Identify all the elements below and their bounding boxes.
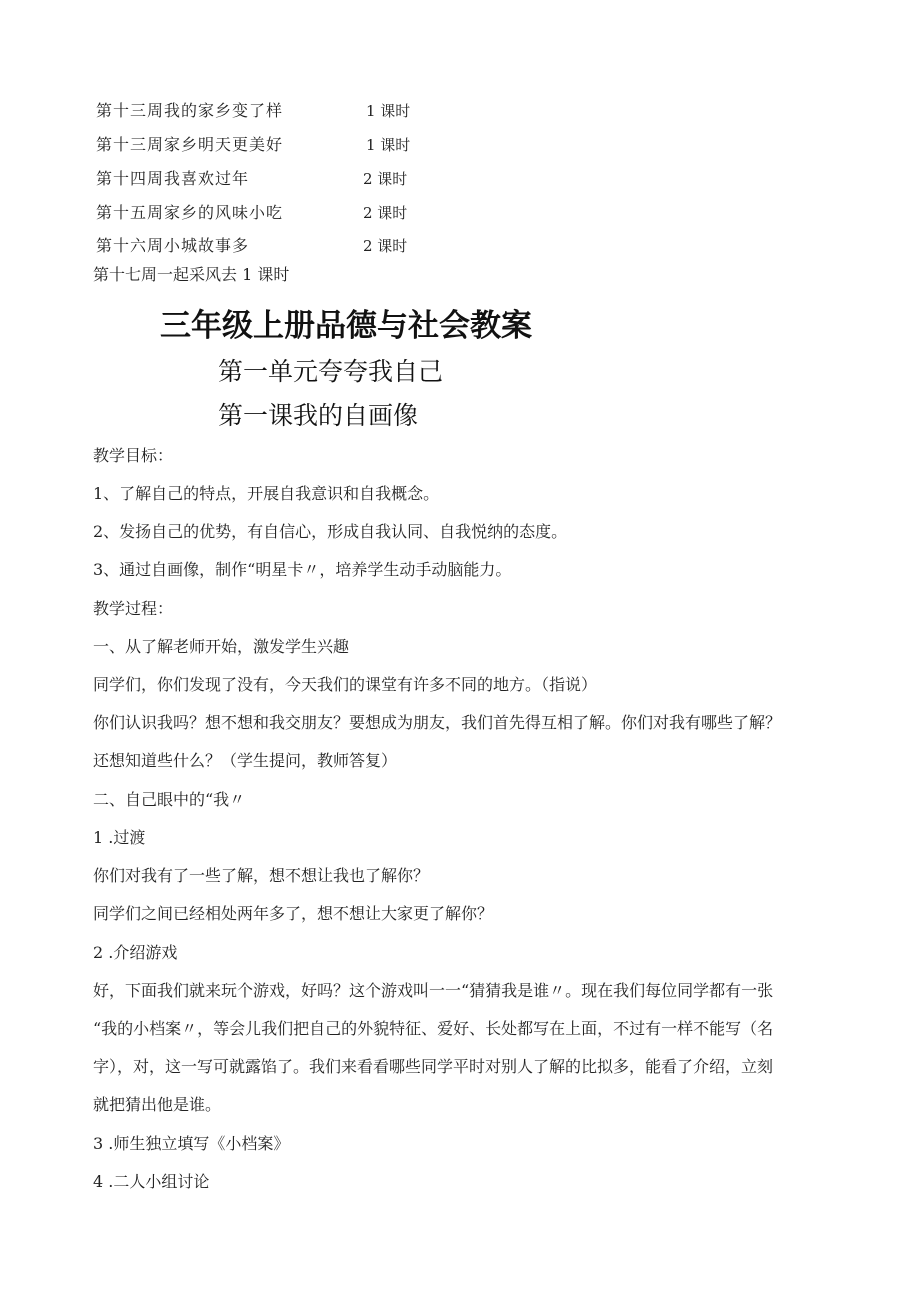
schedule-row [96,200,496,226]
schedule-hours: 2 课时 [363,204,408,222]
process-step-heading: 二、自己眼中的“我〃 [93,790,246,809]
section-heading-objectives: 教学目标： [93,446,174,465]
sub-step-heading: 1 .过渡 [93,828,146,847]
paragraph-line: 就把猜出他是谁。 [93,1095,222,1114]
paragraph-line: 还想知道些什么？（学生提问，教师答复） [93,751,398,770]
objective-item: 2、发扬自己的优势，有自信心，形成自我认同、自我悦纳的态度。 [93,522,568,541]
paragraph-line: 你们对我有了一些了解，想不想让我也了解你？ [93,866,430,885]
schedule-hours: 2 课时 [363,170,408,188]
paragraph-line: 同学们，你们发现了没有，今天我们的课堂有许多不同的地方。（指说） [93,675,598,694]
schedule-week-title: 第十五周家乡的风味小吃 [96,203,284,222]
paragraph-line: “我的小档案〃，等会儿我们把自己的外貌特征、爱好、长处都写在上面，不过有一样不能写（名 [93,1019,774,1038]
document-title: 三年级上册品德与社会教案 [160,308,532,344]
paragraph-line: 同学们之间已经相处两年多了，想不想让大家更了解你？ [93,904,494,923]
sub-step-heading: 3 .师生独立填写《小档案》 [93,1134,290,1153]
schedule-row [96,132,496,158]
paragraph-line: 字），对，这一写可就露馅了。我们来看看哪些同学平时对别人了解的比拟多，能看了介绍，立刻 [93,1057,774,1076]
lesson-title: 第一课我的自画像 [218,401,419,430]
schedule-hours: 2 课时 [363,237,408,255]
paragraph-line: 你们认识我吗？想不想和我交朋友？要想成为朋友，我们首先得互相了解。你们对我有哪些了解？ [93,713,782,732]
schedule-week-title: 第十四周我喜欢过年 [96,169,250,188]
schedule-week-title: 第十三周家乡明天更美好 [96,135,284,154]
sub-step-heading: 4 .二人小组讨论 [93,1172,210,1191]
schedule-hours: 1 课时 [366,136,411,154]
process-step-heading: 一、从了解老师开始，激发学生兴趣 [93,637,350,656]
schedule-week-title: 第十三周我的家乡变了样 [96,101,284,120]
paragraph-line: 好，下面我们就来玩个游戏，好吗？这个游戏叫一一“猜猜我是谁〃。现在我们每位同学都有一张 [93,981,774,1000]
schedule-row-last: 第十七周一起采风去 1 课时 [93,265,290,284]
schedule-week-title: 第十六周小城故事多 [96,236,250,255]
unit-title: 第一单元夸夸我自己 [218,357,444,386]
schedule-row [96,233,496,259]
schedule-hours: 1 课时 [366,102,411,120]
section-heading-process: 教学过程： [93,599,174,618]
sub-step-heading: 2 .介绍游戏 [93,943,178,962]
schedule-row [96,98,496,124]
objective-item: 1、了解自己的特点，开展自我意识和自我概念。 [93,484,440,503]
schedule-row [96,166,496,192]
objective-item: 3、通过自画像，制作“明星卡〃，培养学生动手动脑能力。 [93,560,512,579]
